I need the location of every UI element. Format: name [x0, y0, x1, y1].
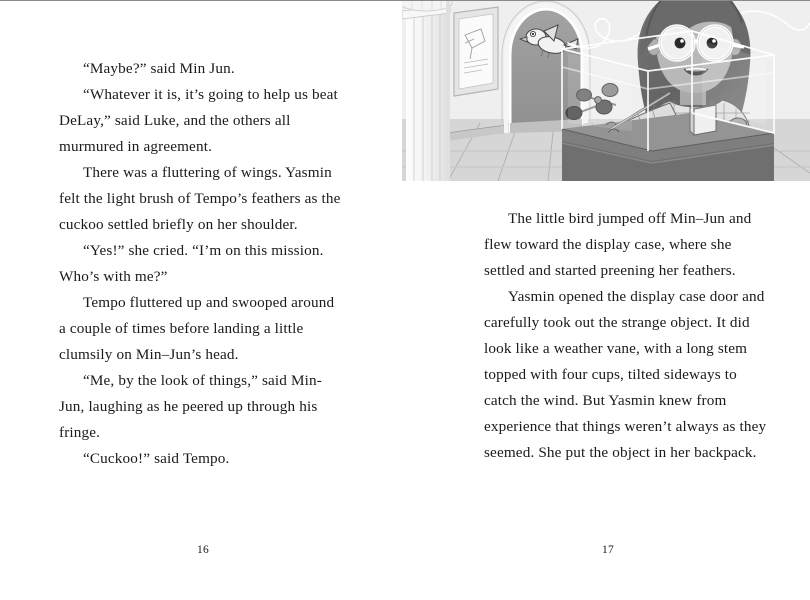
page-number-left: 16 [196, 544, 210, 556]
paragraph: Yasmin opened the display case door and carefully took out the strange object. It did look like a weather vane, with a long stem topped with four cups, tilted sideways to catch the wind. But Yasmin knew from experience that things weren’t always as they seemed. She put the object in her backpack. [484, 288, 767, 461]
page-number-right: 17 [601, 544, 615, 556]
paragraph: “Me, by the look of things,” said Min-Jun, laughing as he peered up through his fringe. [59, 372, 322, 441]
paragraph: “Whatever it is, it’s going to help us beat DeLay,” said Luke, and the others all murmured in agreement. [59, 86, 338, 155]
left-page-text-column [59, 56, 345, 472]
paragraph: “Cuckoo!” said Tempo. [83, 450, 230, 467]
paragraph: Tempo fluttered up and swooped around a couple of times before landing a little clumsily on Min–Jun’s head. [59, 294, 335, 363]
right-page-text-column [484, 206, 770, 466]
illustration-artwork [402, 1, 810, 181]
paragraph: The little bird jumped off Min–Jun and flew toward the display case, where she settled and started preening her feathers. [484, 210, 752, 279]
paragraph: “Maybe?” said Min Jun. [83, 60, 235, 77]
paragraph: “Yes!” she cried. “I’m on this mission. Who’s with me?” [59, 242, 324, 285]
fluted-column [402, 1, 452, 181]
paragraph: There was a fluttering of wings. Yasmin felt the light brush of Tempo’s feathers as the cuckoo settled briefly on her shoulder. [59, 164, 341, 233]
framed-picture [454, 7, 498, 96]
chapter-illustration [402, 1, 810, 181]
